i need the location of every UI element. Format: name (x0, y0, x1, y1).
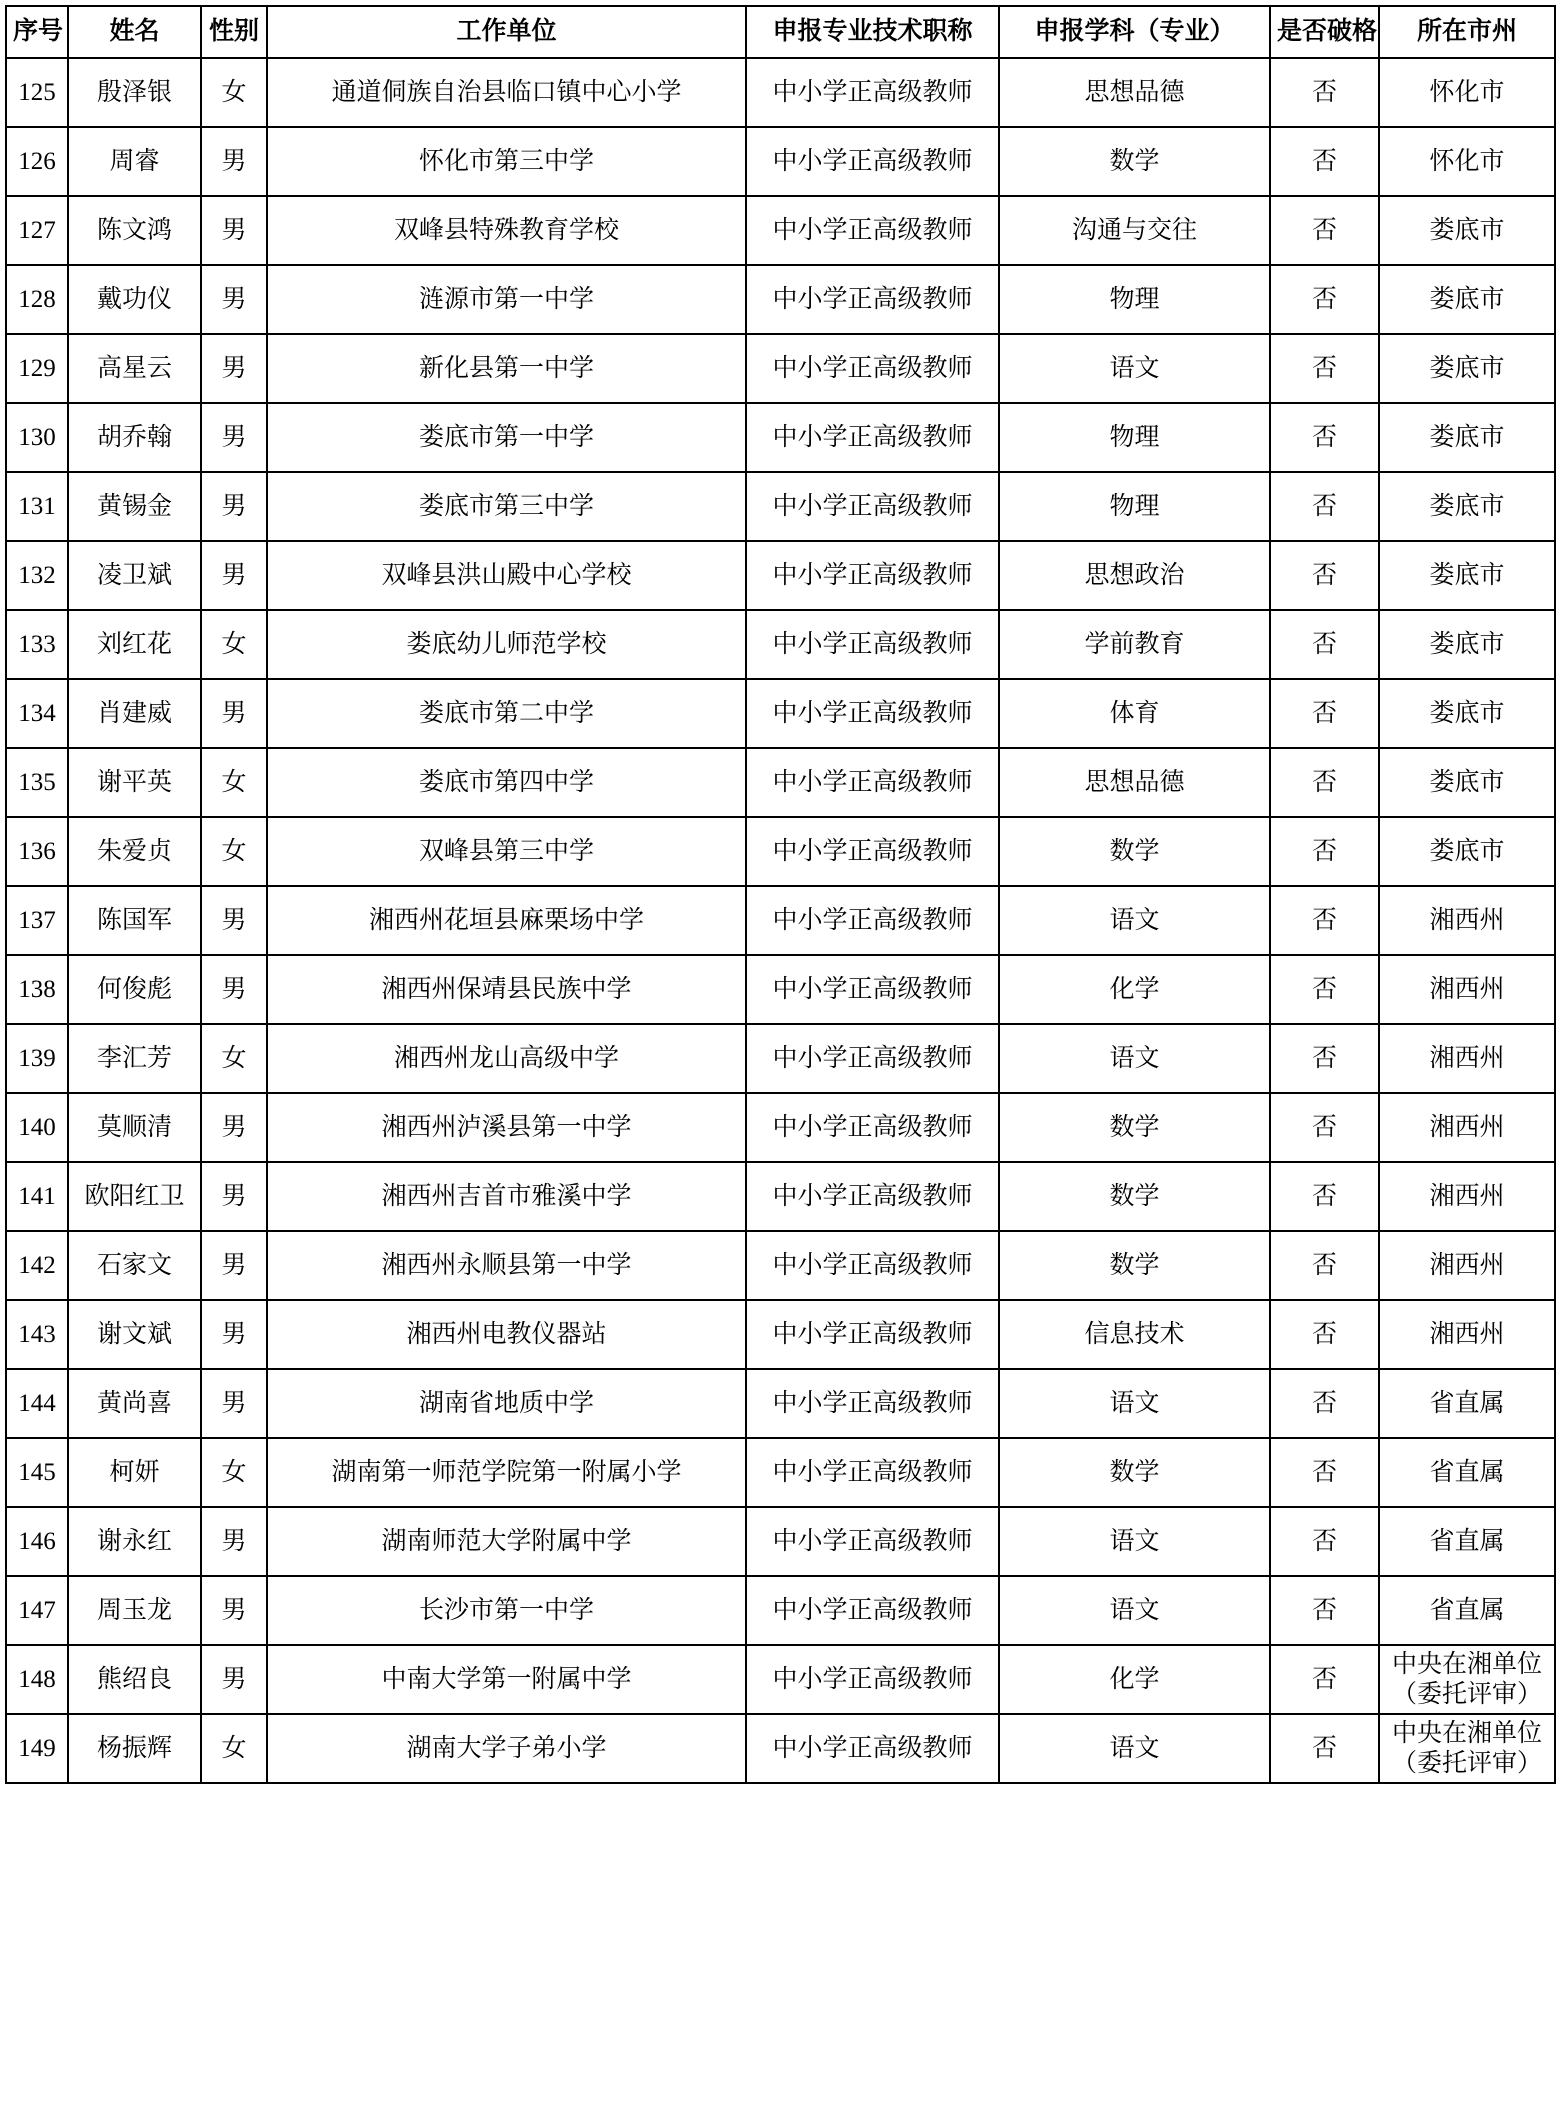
table-row (6, 196, 1555, 265)
table-row (6, 127, 1555, 196)
cell-name: 欧阳红卫 (68, 1162, 201, 1231)
cell-unit: 湖南省地质中学 (267, 1369, 746, 1438)
cell-subject: 数学 (999, 1162, 1270, 1231)
cell-seq: 137 (6, 886, 68, 955)
cell-sex: 男 (201, 1369, 267, 1438)
cell-subject: 语文 (999, 1024, 1270, 1093)
cell-seq: 130 (6, 403, 68, 472)
cell-sex: 男 (201, 472, 267, 541)
table-row (6, 472, 1555, 541)
cell-name: 熊绍良 (68, 1645, 201, 1714)
cell-name: 周玉龙 (68, 1576, 201, 1645)
cell-unit: 湖南大学子弟小学 (267, 1714, 746, 1783)
cell-seq: 136 (6, 817, 68, 886)
cell-seq: 133 (6, 610, 68, 679)
cell-title: 中小学正高级教师 (746, 196, 999, 265)
cell-name: 高星云 (68, 334, 201, 403)
cell-sex: 男 (201, 403, 267, 472)
cell-subject: 物理 (999, 403, 1270, 472)
cell-city-line2: （委托评审） (1391, 1749, 1542, 1777)
cell-subject: 物理 (999, 472, 1270, 541)
cell-subject: 语文 (999, 1576, 1270, 1645)
cell-city: 娄底市 (1379, 334, 1555, 403)
cell-title: 中小学正高级教师 (746, 610, 999, 679)
cell-seq: 127 (6, 196, 68, 265)
cell-exception: 否 (1270, 817, 1379, 886)
cell-exception: 否 (1270, 679, 1379, 748)
cell-seq: 140 (6, 1093, 68, 1162)
cell-sex: 男 (201, 886, 267, 955)
cell-subject: 化学 (999, 1645, 1270, 1714)
table-row (6, 1024, 1555, 1093)
cell-unit: 双峰县第三中学 (267, 817, 746, 886)
column-header-title: 申报专业技术职称 (746, 6, 999, 58)
cell-title: 中小学正高级教师 (746, 1024, 999, 1093)
cell-seq: 126 (6, 127, 68, 196)
cell-exception: 否 (1270, 196, 1379, 265)
cell-city-line2: （委托评审） (1391, 1680, 1542, 1708)
cell-subject: 语文 (999, 1369, 1270, 1438)
cell-unit: 娄底市第四中学 (267, 748, 746, 817)
cell-title: 中小学正高级教师 (746, 1645, 999, 1714)
cell-title: 中小学正高级教师 (746, 955, 999, 1024)
cell-unit: 湘西州龙山高级中学 (267, 1024, 746, 1093)
cell-exception: 否 (1270, 1231, 1379, 1300)
cell-subject: 语文 (999, 1507, 1270, 1576)
table-row (6, 1576, 1555, 1645)
cell-seq: 129 (6, 334, 68, 403)
cell-city: 湘西州 (1379, 1231, 1555, 1300)
cell-title: 中小学正高级教师 (746, 1714, 999, 1783)
cell-name: 戴功仪 (68, 265, 201, 334)
cell-name: 陈国军 (68, 886, 201, 955)
cell-unit: 怀化市第三中学 (267, 127, 746, 196)
cell-sex: 男 (201, 1162, 267, 1231)
cell-unit: 湘西州吉首市雅溪中学 (267, 1162, 746, 1231)
cell-city: 娄底市 (1379, 403, 1555, 472)
cell-title: 中小学正高级教师 (746, 334, 999, 403)
table-row (6, 1507, 1555, 1576)
cell-exception: 否 (1270, 1576, 1379, 1645)
cell-sex: 女 (201, 1024, 267, 1093)
cell-subject: 思想品德 (999, 748, 1270, 817)
cell-subject: 数学 (999, 127, 1270, 196)
cell-city: 湘西州 (1379, 955, 1555, 1024)
cell-seq: 131 (6, 472, 68, 541)
table-row (6, 403, 1555, 472)
cell-exception: 否 (1270, 610, 1379, 679)
cell-seq: 128 (6, 265, 68, 334)
cell-exception: 否 (1270, 1024, 1379, 1093)
cell-city: 湘西州 (1379, 1024, 1555, 1093)
cell-subject: 体育 (999, 679, 1270, 748)
cell-sex: 女 (201, 817, 267, 886)
cell-name: 黄锡金 (68, 472, 201, 541)
applicant-roster-table (5, 5, 1556, 1784)
cell-sex: 男 (201, 1093, 267, 1162)
cell-city: 娄底市 (1379, 541, 1555, 610)
cell-unit: 湘西州泸溪县第一中学 (267, 1093, 746, 1162)
cell-city: 湘西州 (1379, 886, 1555, 955)
cell-city: 湘西州 (1379, 1162, 1555, 1231)
cell-city: 娄底市 (1379, 196, 1555, 265)
cell-title: 中小学正高级教师 (746, 1300, 999, 1369)
cell-name: 陈文鸿 (68, 196, 201, 265)
cell-subject: 数学 (999, 817, 1270, 886)
cell-unit: 娄底幼儿师范学校 (267, 610, 746, 679)
cell-name: 杨振辉 (68, 1714, 201, 1783)
cell-exception: 否 (1270, 541, 1379, 610)
table-row (6, 1369, 1555, 1438)
cell-subject: 语文 (999, 334, 1270, 403)
cell-subject: 学前教育 (999, 610, 1270, 679)
cell-city: 娄底市 (1379, 265, 1555, 334)
cell-sex: 男 (201, 1576, 267, 1645)
cell-sex: 女 (201, 58, 267, 127)
cell-title: 中小学正高级教师 (746, 1231, 999, 1300)
cell-name: 谢文斌 (68, 1300, 201, 1369)
table-row (6, 955, 1555, 1024)
cell-subject: 数学 (999, 1093, 1270, 1162)
table-body (6, 58, 1555, 1783)
cell-unit: 娄底市第二中学 (267, 679, 746, 748)
cell-subject: 语文 (999, 1714, 1270, 1783)
table-row (6, 1093, 1555, 1162)
table-row (6, 1714, 1555, 1783)
cell-title: 中小学正高级教师 (746, 541, 999, 610)
column-header-unit: 工作单位 (267, 6, 746, 58)
cell-exception: 否 (1270, 472, 1379, 541)
cell-unit: 湖南师范大学附属中学 (267, 1507, 746, 1576)
column-header-name: 姓名 (68, 6, 201, 58)
cell-title: 中小学正高级教师 (746, 1507, 999, 1576)
cell-unit: 娄底市第三中学 (267, 472, 746, 541)
table-row (6, 817, 1555, 886)
cell-city-line1: 中央在湘单位 (1391, 1720, 1542, 1747)
column-header-sex: 性别 (201, 6, 267, 58)
cell-exception: 否 (1270, 1300, 1379, 1369)
column-header-exception: 是否破格 (1270, 6, 1379, 58)
cell-sex: 男 (201, 127, 267, 196)
cell-sex: 女 (201, 748, 267, 817)
cell-city: 湘西州 (1379, 1300, 1555, 1369)
table-header (6, 6, 1555, 58)
cell-seq: 134 (6, 679, 68, 748)
table-row (6, 1645, 1555, 1714)
table-row (6, 1162, 1555, 1231)
cell-exception: 否 (1270, 1645, 1379, 1714)
cell-exception: 否 (1270, 955, 1379, 1024)
cell-city-line1: 中央在湘单位 (1391, 1651, 1542, 1678)
cell-title: 中小学正高级教师 (746, 472, 999, 541)
cell-title: 中小学正高级教师 (746, 265, 999, 334)
cell-sex: 男 (201, 955, 267, 1024)
cell-city: 娄底市 (1379, 610, 1555, 679)
cell-unit: 长沙市第一中学 (267, 1576, 746, 1645)
cell-unit: 涟源市第一中学 (267, 265, 746, 334)
cell-title: 中小学正高级教师 (746, 127, 999, 196)
cell-city: 省直属 (1379, 1507, 1555, 1576)
cell-sex: 男 (201, 1507, 267, 1576)
cell-exception: 否 (1270, 1162, 1379, 1231)
cell-seq: 148 (6, 1645, 68, 1714)
cell-city: 省直属 (1379, 1438, 1555, 1507)
cell-city: 省直属 (1379, 1576, 1555, 1645)
cell-name: 李汇芳 (68, 1024, 201, 1093)
cell-unit: 湘西州保靖县民族中学 (267, 955, 746, 1024)
cell-unit: 双峰县特殊教育学校 (267, 196, 746, 265)
table-row (6, 886, 1555, 955)
table-row (6, 265, 1555, 334)
cell-name: 殷泽银 (68, 58, 201, 127)
cell-sex: 女 (201, 1714, 267, 1783)
cell-sex: 女 (201, 610, 267, 679)
cell-subject: 语文 (999, 886, 1270, 955)
cell-exception: 否 (1270, 1369, 1379, 1438)
cell-seq: 125 (6, 58, 68, 127)
cell-name: 凌卫斌 (68, 541, 201, 610)
cell-title: 中小学正高级教师 (746, 1369, 999, 1438)
cell-city (1379, 1714, 1555, 1783)
cell-title: 中小学正高级教师 (746, 886, 999, 955)
column-header-seq: 序号 (6, 6, 68, 58)
cell-name: 柯妍 (68, 1438, 201, 1507)
cell-subject: 沟通与交往 (999, 196, 1270, 265)
cell-exception: 否 (1270, 1714, 1379, 1783)
cell-sex: 男 (201, 541, 267, 610)
cell-subject: 数学 (999, 1438, 1270, 1507)
cell-name: 肖建威 (68, 679, 201, 748)
cell-sex: 女 (201, 1438, 267, 1507)
cell-city: 娄底市 (1379, 748, 1555, 817)
cell-name: 朱爱贞 (68, 817, 201, 886)
cell-seq: 149 (6, 1714, 68, 1783)
table-row (6, 748, 1555, 817)
cell-exception: 否 (1270, 403, 1379, 472)
cell-unit: 新化县第一中学 (267, 334, 746, 403)
table-row (6, 1300, 1555, 1369)
cell-exception: 否 (1270, 886, 1379, 955)
cell-sex: 男 (201, 1231, 267, 1300)
cell-subject: 数学 (999, 1231, 1270, 1300)
cell-seq: 144 (6, 1369, 68, 1438)
cell-subject: 思想政治 (999, 541, 1270, 610)
cell-unit: 湘西州永顺县第一中学 (267, 1231, 746, 1300)
cell-sex: 男 (201, 1300, 267, 1369)
cell-exception: 否 (1270, 58, 1379, 127)
table-row (6, 610, 1555, 679)
cell-sex: 男 (201, 679, 267, 748)
column-header-subject: 申报学科（专业） (999, 6, 1270, 58)
cell-name: 周睿 (68, 127, 201, 196)
cell-name: 黄尚喜 (68, 1369, 201, 1438)
cell-exception: 否 (1270, 1507, 1379, 1576)
cell-exception: 否 (1270, 1093, 1379, 1162)
cell-seq: 146 (6, 1507, 68, 1576)
cell-name: 谢平英 (68, 748, 201, 817)
cell-name: 谢永红 (68, 1507, 201, 1576)
cell-seq: 132 (6, 541, 68, 610)
cell-unit: 中南大学第一附属中学 (267, 1645, 746, 1714)
column-header-city: 所在市州 (1379, 6, 1555, 58)
cell-name: 石家文 (68, 1231, 201, 1300)
table-row (6, 334, 1555, 403)
cell-sex: 男 (201, 265, 267, 334)
cell-seq: 147 (6, 1576, 68, 1645)
cell-unit: 湖南第一师范学院第一附属小学 (267, 1438, 746, 1507)
cell-name: 刘红花 (68, 610, 201, 679)
cell-city: 娄底市 (1379, 817, 1555, 886)
cell-seq: 138 (6, 955, 68, 1024)
cell-exception: 否 (1270, 748, 1379, 817)
cell-name: 胡乔翰 (68, 403, 201, 472)
cell-name: 莫顺清 (68, 1093, 201, 1162)
cell-title: 中小学正高级教师 (746, 1576, 999, 1645)
cell-seq: 139 (6, 1024, 68, 1093)
cell-exception: 否 (1270, 334, 1379, 403)
cell-title: 中小学正高级教师 (746, 1162, 999, 1231)
cell-title: 中小学正高级教师 (746, 748, 999, 817)
table-row (6, 1438, 1555, 1507)
header-row (6, 6, 1555, 58)
cell-title: 中小学正高级教师 (746, 58, 999, 127)
table-row (6, 58, 1555, 127)
cell-city (1379, 1645, 1555, 1714)
cell-unit: 湘西州花垣县麻栗场中学 (267, 886, 746, 955)
cell-exception: 否 (1270, 265, 1379, 334)
cell-subject: 信息技术 (999, 1300, 1270, 1369)
cell-seq: 143 (6, 1300, 68, 1369)
cell-unit: 娄底市第一中学 (267, 403, 746, 472)
cell-title: 中小学正高级教师 (746, 1438, 999, 1507)
cell-unit: 通道侗族自治县临口镇中心小学 (267, 58, 746, 127)
cell-title: 中小学正高级教师 (746, 679, 999, 748)
cell-seq: 141 (6, 1162, 68, 1231)
cell-sex: 男 (201, 1645, 267, 1714)
table-row (6, 1231, 1555, 1300)
cell-city: 怀化市 (1379, 127, 1555, 196)
cell-seq: 135 (6, 748, 68, 817)
cell-city: 湘西州 (1379, 1093, 1555, 1162)
cell-city: 省直属 (1379, 1369, 1555, 1438)
cell-subject: 物理 (999, 265, 1270, 334)
cell-seq: 142 (6, 1231, 68, 1300)
cell-title: 中小学正高级教师 (746, 1093, 999, 1162)
cell-city: 娄底市 (1379, 679, 1555, 748)
cell-exception: 否 (1270, 1438, 1379, 1507)
cell-city: 怀化市 (1379, 58, 1555, 127)
cell-unit: 湘西州电教仪器站 (267, 1300, 746, 1369)
table-row (6, 541, 1555, 610)
cell-subject: 思想品德 (999, 58, 1270, 127)
cell-seq: 145 (6, 1438, 68, 1507)
cell-sex: 男 (201, 196, 267, 265)
cell-sex: 男 (201, 334, 267, 403)
cell-city: 娄底市 (1379, 472, 1555, 541)
cell-name: 何俊彪 (68, 955, 201, 1024)
cell-title: 中小学正高级教师 (746, 403, 999, 472)
cell-title: 中小学正高级教师 (746, 817, 999, 886)
cell-exception: 否 (1270, 127, 1379, 196)
cell-subject: 化学 (999, 955, 1270, 1024)
table-row (6, 679, 1555, 748)
cell-unit: 双峰县洪山殿中心学校 (267, 541, 746, 610)
